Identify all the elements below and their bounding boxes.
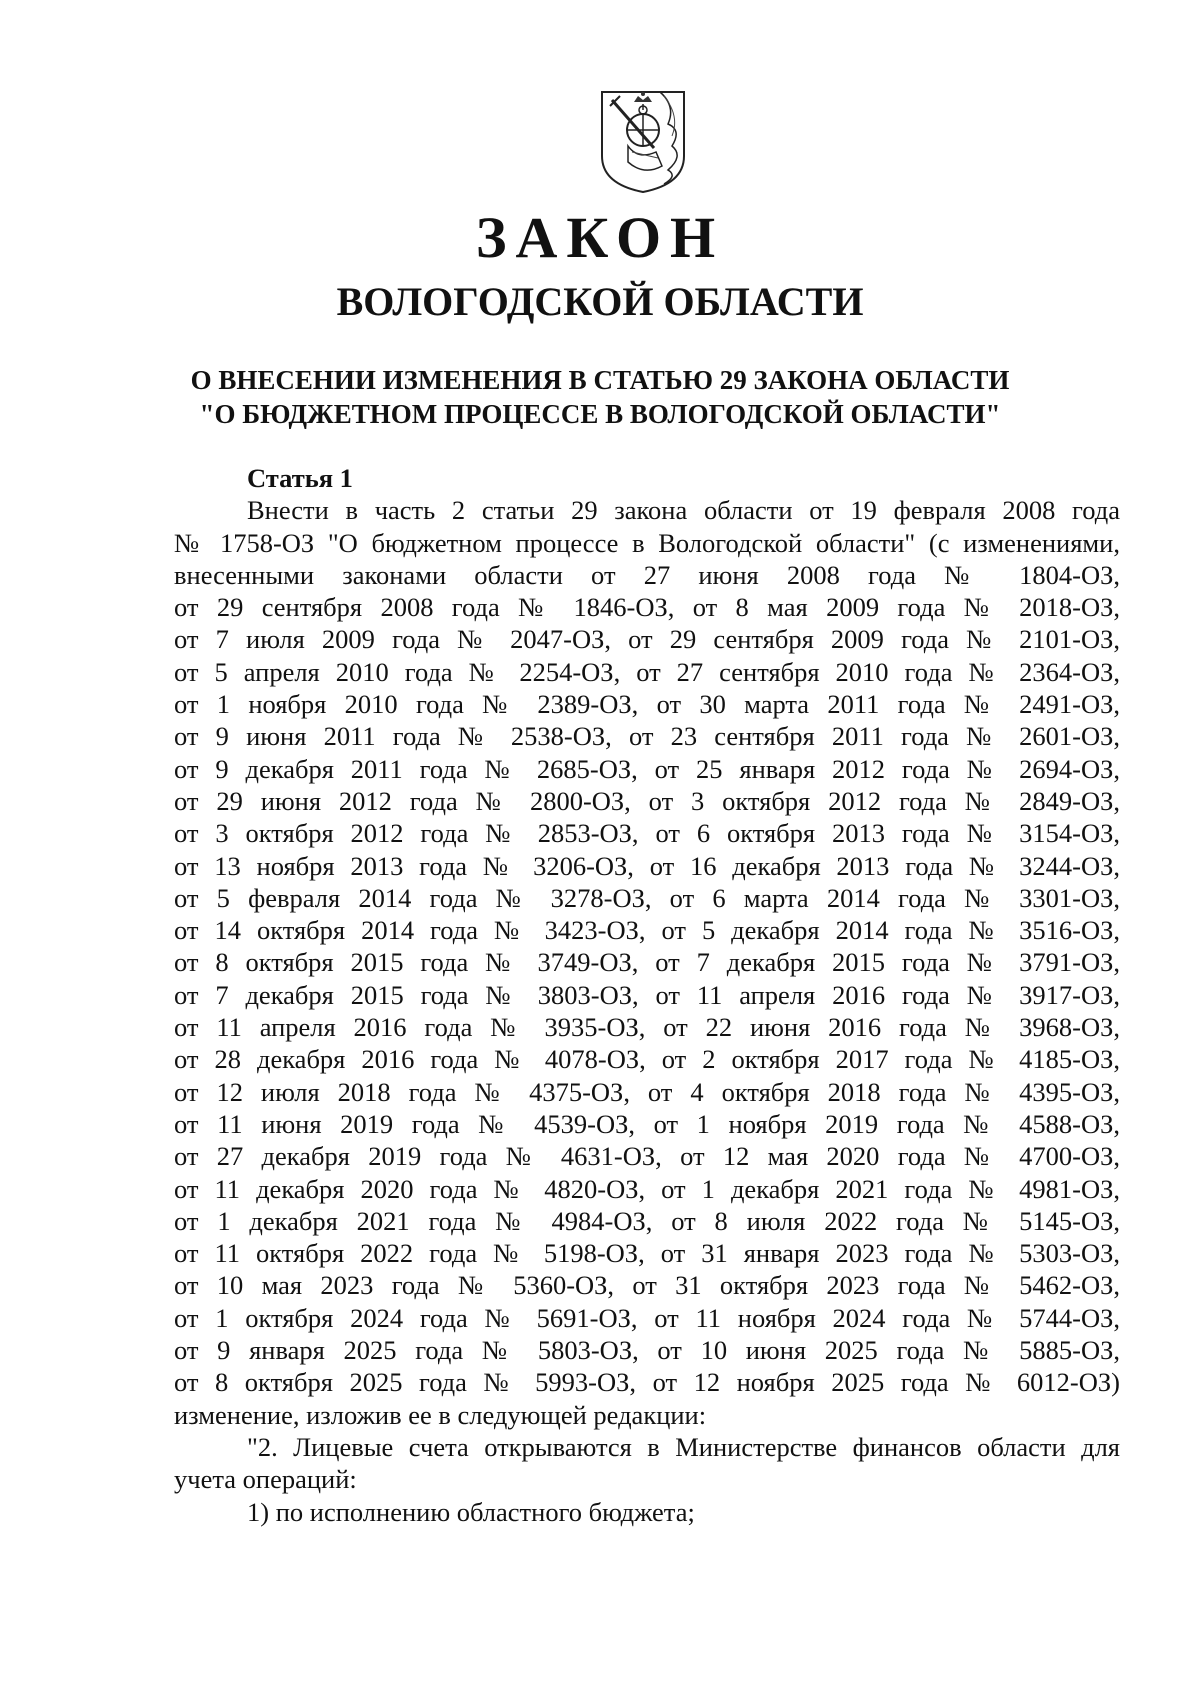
subtitle-line-1: О ВНЕСЕНИИ ИЗМЕНЕНИЯ В СТАТЬЮ 29 ЗАКОНА ОБЛАСТИ xyxy=(190,365,1010,395)
text-line: Внести в часть 2 статьи 29 закона области от 19 февраля 2008 года xyxy=(247,495,1120,526)
text-line: от 13 ноября 2013 года № 3206-ОЗ, от 16 декабря 2013 года № 3244-ОЗ, xyxy=(174,850,1120,881)
document-title: ЗАКОН xyxy=(475,205,725,270)
text-line: учета операций: xyxy=(174,1464,357,1495)
text-line: "2. Лицевые счета открываются в Министерстве финансов области для xyxy=(247,1431,1120,1462)
text-line: № 1758-ОЗ "О бюджетном процессе в Вологодской области" (с изменениями, xyxy=(174,527,1120,558)
text-line: от 11 июня 2019 года № 4539-ОЗ, от 1 ноября 2019 года № 4588-ОЗ, xyxy=(174,1108,1120,1139)
article-body xyxy=(174,462,1120,1528)
text-line: от 7 декабря 2015 года № 3803-ОЗ, от 11 апреля 2016 года № 3917-ОЗ, xyxy=(174,979,1120,1010)
coat-of-arms-icon xyxy=(598,86,688,196)
text-line: от 11 апреля 2016 года № 3935-ОЗ, от 22 июня 2016 года № 3968-ОЗ, xyxy=(174,1012,1120,1043)
text-line: от 10 мая 2023 года № 5360-ОЗ, от 31 октября 2023 года № 5462-ОЗ, xyxy=(174,1270,1120,1301)
text-line: от 3 октября 2012 года № 2853-ОЗ, от 6 октября 2013 года № 3154-ОЗ, xyxy=(174,818,1120,849)
list-item-text: 1) по исполнению областного бюджета; xyxy=(247,1496,695,1527)
text-line: от 9 июня 2011 года № 2538-ОЗ, от 23 сентября 2011 года № 2601-ОЗ, xyxy=(174,721,1120,752)
article-paragraph xyxy=(174,494,1120,1431)
text-line: от 9 декабря 2011 года № 2685-ОЗ, от 25 января 2012 года № 2694-ОЗ, xyxy=(174,753,1120,784)
text-line: от 8 октября 2025 года № 5993-ОЗ, от 12 ноября 2025 года № 6012-ОЗ) xyxy=(174,1367,1120,1398)
quoted-paragraph xyxy=(174,1431,1120,1496)
text-line: внесенными законами области от 27 июня 2008 года № 1804-ОЗ, xyxy=(174,559,1120,590)
text-line: от 5 февраля 2014 года № 3278-ОЗ, от 6 марта 2014 года № 3301-ОЗ, xyxy=(174,882,1120,913)
text-line: от 12 июля 2018 года № 4375-ОЗ, от 4 октября 2018 года № 4395-ОЗ, xyxy=(174,1076,1120,1107)
coat-of-arms-emblem xyxy=(598,86,688,196)
text-line: от 27 декабря 2019 года № 4631-ОЗ, от 12 мая 2020 года № 4700-ОЗ, xyxy=(174,1141,1120,1172)
text-line: от 1 ноября 2010 года № 2389-ОЗ, от 30 марта 2011 года № 2491-ОЗ, xyxy=(174,689,1120,720)
list-item xyxy=(174,1496,1120,1528)
text-line: изменение, изложив ее в следующей редакции: xyxy=(174,1399,707,1430)
text-line: от 11 декабря 2020 года № 4820-ОЗ, от 1 декабря 2021 года № 4981-ОЗ, xyxy=(174,1173,1120,1204)
text-line: от 29 сентября 2008 года № 1846-ОЗ, от 8 мая 2009 года № 2018-ОЗ, xyxy=(174,592,1120,623)
text-line: от 5 апреля 2010 года № 2254-ОЗ, от 27 сентября 2010 года № 2364-ОЗ, xyxy=(174,656,1120,687)
text-line: от 8 октября 2015 года № 3749-ОЗ, от 7 декабря 2015 года № 3791-ОЗ, xyxy=(174,947,1120,978)
article-heading: Статья 1 xyxy=(247,463,353,493)
law-subtitle xyxy=(0,363,1200,431)
text-line: от 28 декабря 2016 года № 4078-ОЗ, от 2 октября 2017 года № 4185-ОЗ, xyxy=(174,1044,1120,1075)
text-line: от 29 июня 2012 года № 2800-ОЗ, от 3 октября 2012 года № 2849-ОЗ, xyxy=(174,785,1120,816)
text-line: от 9 января 2025 года № 5803-ОЗ, от 10 июня 2025 года № 5885-ОЗ, xyxy=(174,1335,1120,1366)
text-line: от 1 декабря 2021 года № 4984-ОЗ, от 8 июля 2022 года № 5145-ОЗ, xyxy=(174,1205,1120,1236)
region-title: ВОЛОГОДСКОЙ ОБЛАСТИ xyxy=(336,279,864,324)
text-line: от 14 октября 2014 года № 3423-ОЗ, от 5 декабря 2014 года № 3516-ОЗ, xyxy=(174,915,1120,946)
text-line: от 1 октября 2024 года № 5691-ОЗ, от 11 ноября 2024 года № 5744-ОЗ, xyxy=(174,1302,1120,1333)
text-line: от 7 июля 2009 года № 2047-ОЗ, от 29 сентября 2009 года № 2101-ОЗ, xyxy=(174,624,1120,655)
subtitle-line-2: "О БЮДЖЕТНОМ ПРОЦЕССЕ В ВОЛОГОДСКОЙ ОБЛАСТИ" xyxy=(199,399,1001,429)
text-line: от 11 октября 2022 года № 5198-ОЗ, от 31 января 2023 года № 5303-ОЗ, xyxy=(174,1238,1120,1269)
